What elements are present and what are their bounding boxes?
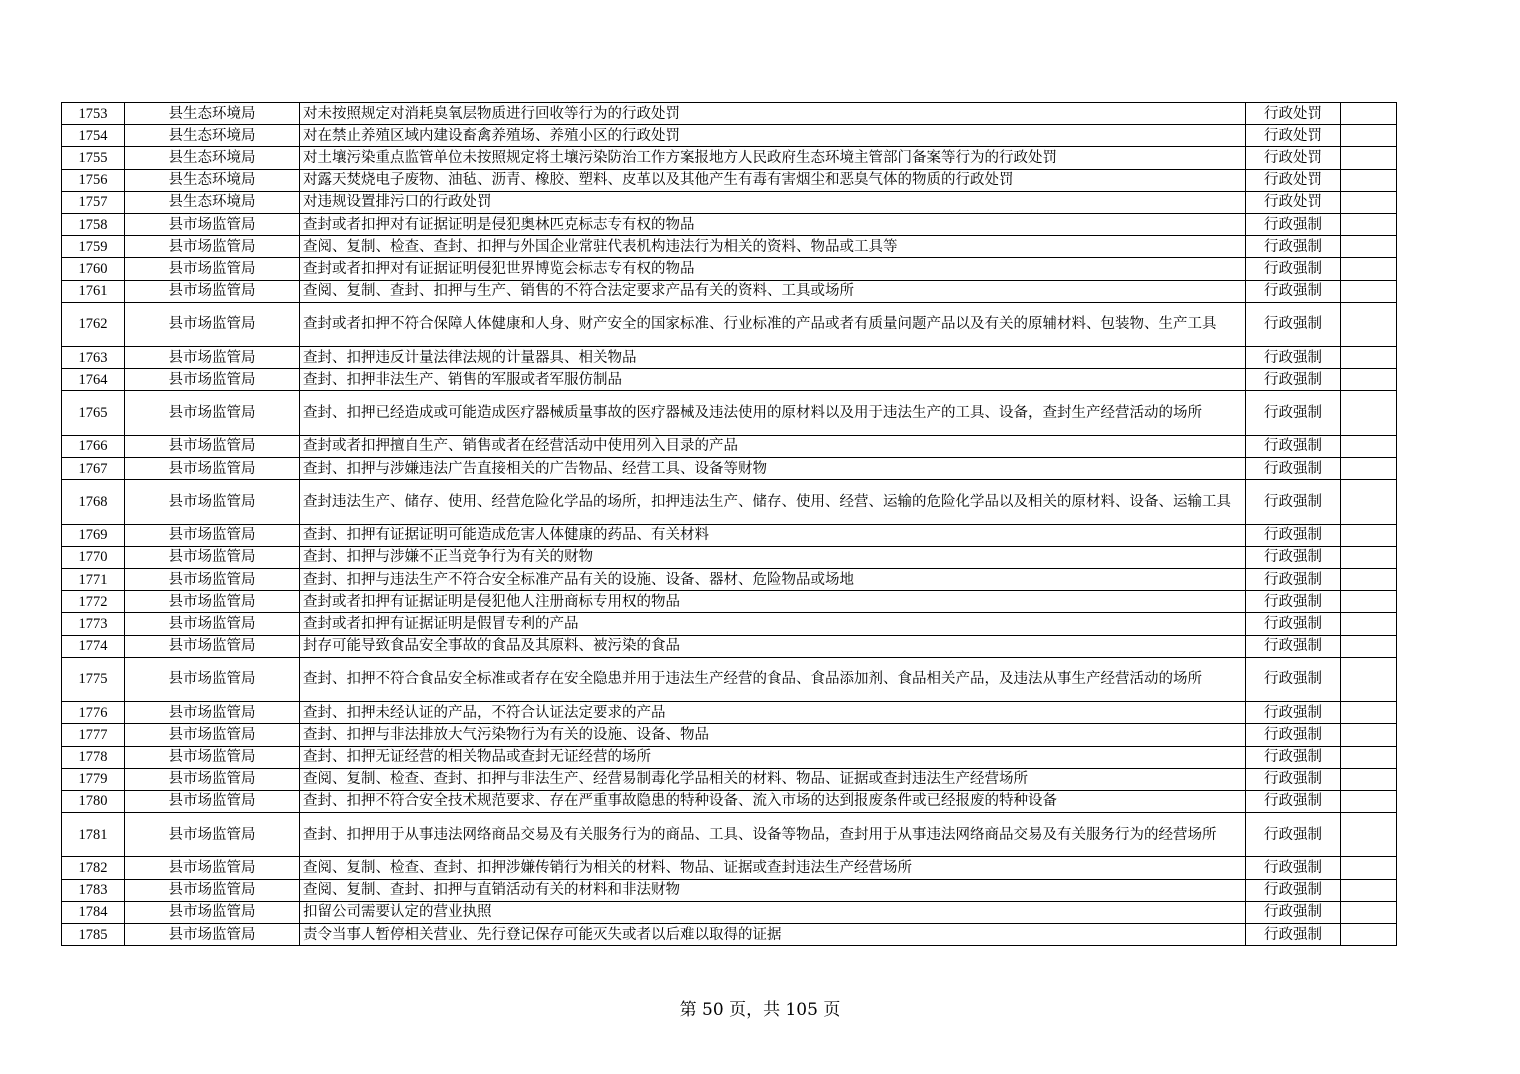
power-item-cell: 查封违法生产、储存、使用、经营危险化学品的场所，扣押违法生产、储存、使用、经营、运输的危险化学品以及相关的原材料、设备、运输工具: [300, 480, 1246, 524]
category-cell: 行政处罚: [1246, 147, 1341, 169]
row-number-cell: 1754: [62, 125, 125, 147]
remark-cell: [1341, 901, 1397, 923]
power-item-cell: 查封或者扣押对有证据证明是侵犯奥林匹克标志专有权的物品: [300, 213, 1246, 235]
power-item-cell: 查封、扣押不符合食品安全标准或者存在安全隐患并用于违法生产经营的食品、食品添加剂、食品相关产品，及违法从事生产经营活动的场所: [300, 657, 1246, 701]
department-cell: 县生态环境局: [125, 191, 300, 213]
table-row: [62, 258, 1397, 280]
category-cell: 行政强制: [1246, 347, 1341, 369]
power-item-cell: 查封、扣押不符合安全技术规范要求、存在严重事故隐患的特种设备、流入市场的达到报废条件或已经报废的特种设备: [300, 790, 1246, 812]
table-row: [62, 458, 1397, 480]
remark-cell: [1341, 546, 1397, 568]
category-cell: 行政处罚: [1246, 191, 1341, 213]
department-cell: 县市场监管局: [125, 857, 300, 879]
row-number-cell: 1782: [62, 857, 125, 879]
category-cell: 行政强制: [1246, 236, 1341, 258]
category-cell: 行政强制: [1246, 635, 1341, 657]
remark-cell: [1341, 369, 1397, 391]
table-row: [62, 857, 1397, 879]
remark-cell: [1341, 568, 1397, 590]
remark-cell: [1341, 169, 1397, 191]
department-cell: 县市场监管局: [125, 879, 300, 901]
remark-cell: [1341, 924, 1397, 946]
power-item-cell: 封存可能导致食品安全事故的食品及其原料、被污染的食品: [300, 635, 1246, 657]
row-number-cell: 1779: [62, 768, 125, 790]
remark-cell: [1341, 391, 1397, 435]
category-cell: 行政强制: [1246, 790, 1341, 812]
department-cell: 县市场监管局: [125, 258, 300, 280]
category-cell: 行政强制: [1246, 857, 1341, 879]
department-cell: 县生态环境局: [125, 169, 300, 191]
power-item-cell: 查阅、复制、检查、查封、扣押与非法生产、经营易制毒化学品相关的材料、物品、证据或查封违法生产经营场所: [300, 768, 1246, 790]
row-number-cell: 1759: [62, 236, 125, 258]
remark-cell: [1341, 702, 1397, 724]
row-number-cell: 1764: [62, 369, 125, 391]
power-list-table: [61, 102, 1397, 946]
department-cell: 县市场监管局: [125, 236, 300, 258]
department-cell: 县市场监管局: [125, 347, 300, 369]
row-number-cell: 1768: [62, 480, 125, 524]
remark-cell: [1341, 480, 1397, 524]
department-cell: 县市场监管局: [125, 435, 300, 457]
power-item-cell: 对在禁止养殖区域内建设畜禽养殖场、养殖小区的行政处罚: [300, 125, 1246, 147]
table-row: [62, 435, 1397, 457]
department-cell: 县生态环境局: [125, 147, 300, 169]
category-cell: 行政强制: [1246, 213, 1341, 235]
power-item-cell: 查阅、复制、检查、查封、扣押与外国企业常驻代表机构违法行为相关的资料、物品或工具等: [300, 236, 1246, 258]
row-number-cell: 1773: [62, 613, 125, 635]
remark-cell: [1341, 724, 1397, 746]
row-number-cell: 1783: [62, 879, 125, 901]
remark-cell: [1341, 768, 1397, 790]
row-number-cell: 1778: [62, 746, 125, 768]
department-cell: 县市场监管局: [125, 702, 300, 724]
row-number-cell: 1785: [62, 924, 125, 946]
department-cell: 县市场监管局: [125, 213, 300, 235]
department-cell: 县市场监管局: [125, 657, 300, 701]
table-row: [62, 568, 1397, 590]
category-cell: 行政强制: [1246, 280, 1341, 302]
remark-cell: [1341, 813, 1397, 857]
table-row: [62, 768, 1397, 790]
remark-cell: [1341, 613, 1397, 635]
department-cell: 县市场监管局: [125, 813, 300, 857]
table-row: [62, 302, 1397, 346]
row-number-cell: 1755: [62, 147, 125, 169]
department-cell: 县市场监管局: [125, 635, 300, 657]
remark-cell: [1341, 524, 1397, 546]
category-cell: 行政强制: [1246, 480, 1341, 524]
remark-cell: [1341, 213, 1397, 235]
remark-cell: [1341, 125, 1397, 147]
department-cell: 县市场监管局: [125, 924, 300, 946]
remark-cell: [1341, 746, 1397, 768]
power-item-cell: 查封、扣押用于从事违法网络商品交易及有关服务行为的商品、工具、设备等物品，查封用于从事违法网络商品交易及有关服务行为的经营场所: [300, 813, 1246, 857]
category-cell: 行政强制: [1246, 369, 1341, 391]
power-item-cell: 查封或者扣押擅自生产、销售或者在经营活动中使用列入目录的产品: [300, 435, 1246, 457]
remark-cell: [1341, 347, 1397, 369]
table-row: [62, 746, 1397, 768]
category-cell: 行政强制: [1246, 924, 1341, 946]
row-number-cell: 1761: [62, 280, 125, 302]
department-cell: 县市场监管局: [125, 546, 300, 568]
category-cell: 行政强制: [1246, 901, 1341, 923]
category-cell: 行政强制: [1246, 258, 1341, 280]
table-row: [62, 702, 1397, 724]
row-number-cell: 1776: [62, 702, 125, 724]
row-number-cell: 1772: [62, 591, 125, 613]
table-row: [62, 879, 1397, 901]
category-cell: 行政强制: [1246, 591, 1341, 613]
table-row: [62, 169, 1397, 191]
power-item-cell: 查封、扣押已经造成或可能造成医疗器械质量事故的医疗器械及违法使用的原材料以及用于违法生产的工具、设备，查封生产经营活动的场所: [300, 391, 1246, 435]
row-number-cell: 1762: [62, 302, 125, 346]
department-cell: 县市场监管局: [125, 591, 300, 613]
department-cell: 县市场监管局: [125, 524, 300, 546]
department-cell: 县生态环境局: [125, 125, 300, 147]
table-row: [62, 901, 1397, 923]
remark-cell: [1341, 258, 1397, 280]
table-row: [62, 546, 1397, 568]
table-row: [62, 813, 1397, 857]
row-number-cell: 1771: [62, 568, 125, 590]
table-row: [62, 613, 1397, 635]
category-cell: 行政强制: [1246, 435, 1341, 457]
remark-cell: [1341, 635, 1397, 657]
row-number-cell: 1760: [62, 258, 125, 280]
row-number-cell: 1769: [62, 524, 125, 546]
row-number-cell: 1784: [62, 901, 125, 923]
power-item-cell: 查封、扣押与涉嫌违法广告直接相关的广告物品、经营工具、设备等财物: [300, 458, 1246, 480]
power-item-cell: 查封或者扣押有证据证明是假冒专利的产品: [300, 613, 1246, 635]
category-cell: 行政强制: [1246, 524, 1341, 546]
category-cell: 行政强制: [1246, 546, 1341, 568]
category-cell: 行政强制: [1246, 879, 1341, 901]
department-cell: 县市场监管局: [125, 790, 300, 812]
row-number-cell: 1774: [62, 635, 125, 657]
power-item-cell: 查封、扣押有证据证明可能造成危害人体健康的药品、有关材料: [300, 524, 1246, 546]
row-number-cell: 1753: [62, 103, 125, 125]
category-cell: 行政强制: [1246, 568, 1341, 590]
power-item-cell: 责令当事人暂停相关营业、先行登记保存可能灭失或者以后难以取得的证据: [300, 924, 1246, 946]
table-body: [62, 103, 1397, 946]
category-cell: 行政强制: [1246, 768, 1341, 790]
category-cell: 行政强制: [1246, 813, 1341, 857]
remark-cell: [1341, 302, 1397, 346]
department-cell: 县市场监管局: [125, 901, 300, 923]
power-item-cell: 查封、扣押与违法生产不符合安全标准产品有关的设施、设备、器材、危险物品或场地: [300, 568, 1246, 590]
power-item-cell: 查封、扣押与非法排放大气污染物行为有关的设施、设备、物品: [300, 724, 1246, 746]
remark-cell: [1341, 879, 1397, 901]
table-row: [62, 125, 1397, 147]
table-row: [62, 236, 1397, 258]
row-number-cell: 1777: [62, 724, 125, 746]
power-item-cell: 查封或者扣押不符合保障人体健康和人身、财产安全的国家标准、行业标准的产品或者有质量问题产品以及有关的原辅材料、包装物、生产工具: [300, 302, 1246, 346]
category-cell: 行政强制: [1246, 391, 1341, 435]
row-number-cell: 1767: [62, 458, 125, 480]
power-item-cell: 查封、扣押非法生产、销售的军服或者军服仿制品: [300, 369, 1246, 391]
power-item-cell: 查封、扣押与涉嫌不正当竞争行为有关的财物: [300, 546, 1246, 568]
department-cell: 县市场监管局: [125, 280, 300, 302]
row-number-cell: 1780: [62, 790, 125, 812]
power-item-cell: 查阅、复制、检查、查封、扣押涉嫌传销行为相关的材料、物品、证据或查封违法生产经营场所: [300, 857, 1246, 879]
power-item-cell: 对土壤污染重点监管单位未按照规定将土壤污染防治工作方案报地方人民政府生态环境主管部门备案等行为的行政处罚: [300, 147, 1246, 169]
category-cell: 行政强制: [1246, 458, 1341, 480]
remark-cell: [1341, 147, 1397, 169]
power-item-cell: 查阅、复制、查封、扣押与生产、销售的不符合法定要求产品有关的资料、工具或场所: [300, 280, 1246, 302]
row-number-cell: 1758: [62, 213, 125, 235]
row-number-cell: 1781: [62, 813, 125, 857]
table-row: [62, 280, 1397, 302]
row-number-cell: 1766: [62, 435, 125, 457]
table-row: [62, 790, 1397, 812]
remark-cell: [1341, 435, 1397, 457]
row-number-cell: 1757: [62, 191, 125, 213]
department-cell: 县市场监管局: [125, 568, 300, 590]
power-item-cell: 查封或者扣押有证据证明是侵犯他人注册商标专用权的物品: [300, 591, 1246, 613]
department-cell: 县市场监管局: [125, 302, 300, 346]
remark-cell: [1341, 103, 1397, 125]
category-cell: 行政强制: [1246, 613, 1341, 635]
remark-cell: [1341, 657, 1397, 701]
power-item-cell: 查封、扣押未经认证的产品，不符合认证法定要求的产品: [300, 702, 1246, 724]
department-cell: 县市场监管局: [125, 480, 300, 524]
remark-cell: [1341, 790, 1397, 812]
table-row: [62, 524, 1397, 546]
category-cell: 行政处罚: [1246, 125, 1341, 147]
table-row: [62, 213, 1397, 235]
power-item-cell: 查封、扣押违反计量法律法规的计量器具、相关物品: [300, 347, 1246, 369]
category-cell: 行政强制: [1246, 302, 1341, 346]
table-row: [62, 347, 1397, 369]
department-cell: 县市场监管局: [125, 768, 300, 790]
department-cell: 县市场监管局: [125, 613, 300, 635]
category-cell: 行政强制: [1246, 702, 1341, 724]
row-number-cell: 1775: [62, 657, 125, 701]
category-cell: 行政处罚: [1246, 103, 1341, 125]
category-cell: 行政强制: [1246, 724, 1341, 746]
remark-cell: [1341, 236, 1397, 258]
department-cell: 县市场监管局: [125, 746, 300, 768]
table-row: [62, 191, 1397, 213]
table-row: [62, 147, 1397, 169]
category-cell: 行政强制: [1246, 657, 1341, 701]
row-number-cell: 1763: [62, 347, 125, 369]
page-footer: [0, 1000, 1520, 1020]
department-cell: 县市场监管局: [125, 369, 300, 391]
power-item-cell: 对违规设置排污口的行政处罚: [300, 191, 1246, 213]
page-number-label: 第 50 页，共 105 页: [679, 1000, 841, 1020]
department-cell: 县生态环境局: [125, 103, 300, 125]
table-row: [62, 103, 1397, 125]
row-number-cell: 1770: [62, 546, 125, 568]
table-row: [62, 391, 1397, 435]
department-cell: 县市场监管局: [125, 391, 300, 435]
table-row: [62, 924, 1397, 946]
power-item-cell: 查封、扣押无证经营的相关物品或查封无证经营的场所: [300, 746, 1246, 768]
department-cell: 县市场监管局: [125, 458, 300, 480]
power-item-cell: 对露天焚烧电子废物、油毡、沥青、橡胶、塑料、皮革以及其他产生有毒有害烟尘和恶臭气体的物质的行政处罚: [300, 169, 1246, 191]
power-item-cell: 查阅、复制、查封、扣押与直销活动有关的材料和非法财物: [300, 879, 1246, 901]
department-cell: 县市场监管局: [125, 724, 300, 746]
table-row: [62, 591, 1397, 613]
power-item-cell: 查封或者扣押对有证据证明侵犯世界博览会标志专有权的物品: [300, 258, 1246, 280]
remark-cell: [1341, 591, 1397, 613]
table-row: [62, 657, 1397, 701]
row-number-cell: 1756: [62, 169, 125, 191]
remark-cell: [1341, 458, 1397, 480]
table-row: [62, 369, 1397, 391]
table-row: [62, 635, 1397, 657]
remark-cell: [1341, 857, 1397, 879]
table-row: [62, 724, 1397, 746]
power-item-cell: 扣留公司需要认定的营业执照: [300, 901, 1246, 923]
category-cell: 行政强制: [1246, 746, 1341, 768]
power-item-cell: 对未按照规定对消耗臭氧层物质进行回收等行为的行政处罚: [300, 103, 1246, 125]
category-cell: 行政处罚: [1246, 169, 1341, 191]
remark-cell: [1341, 191, 1397, 213]
row-number-cell: 1765: [62, 391, 125, 435]
remark-cell: [1341, 280, 1397, 302]
table-row: [62, 480, 1397, 524]
